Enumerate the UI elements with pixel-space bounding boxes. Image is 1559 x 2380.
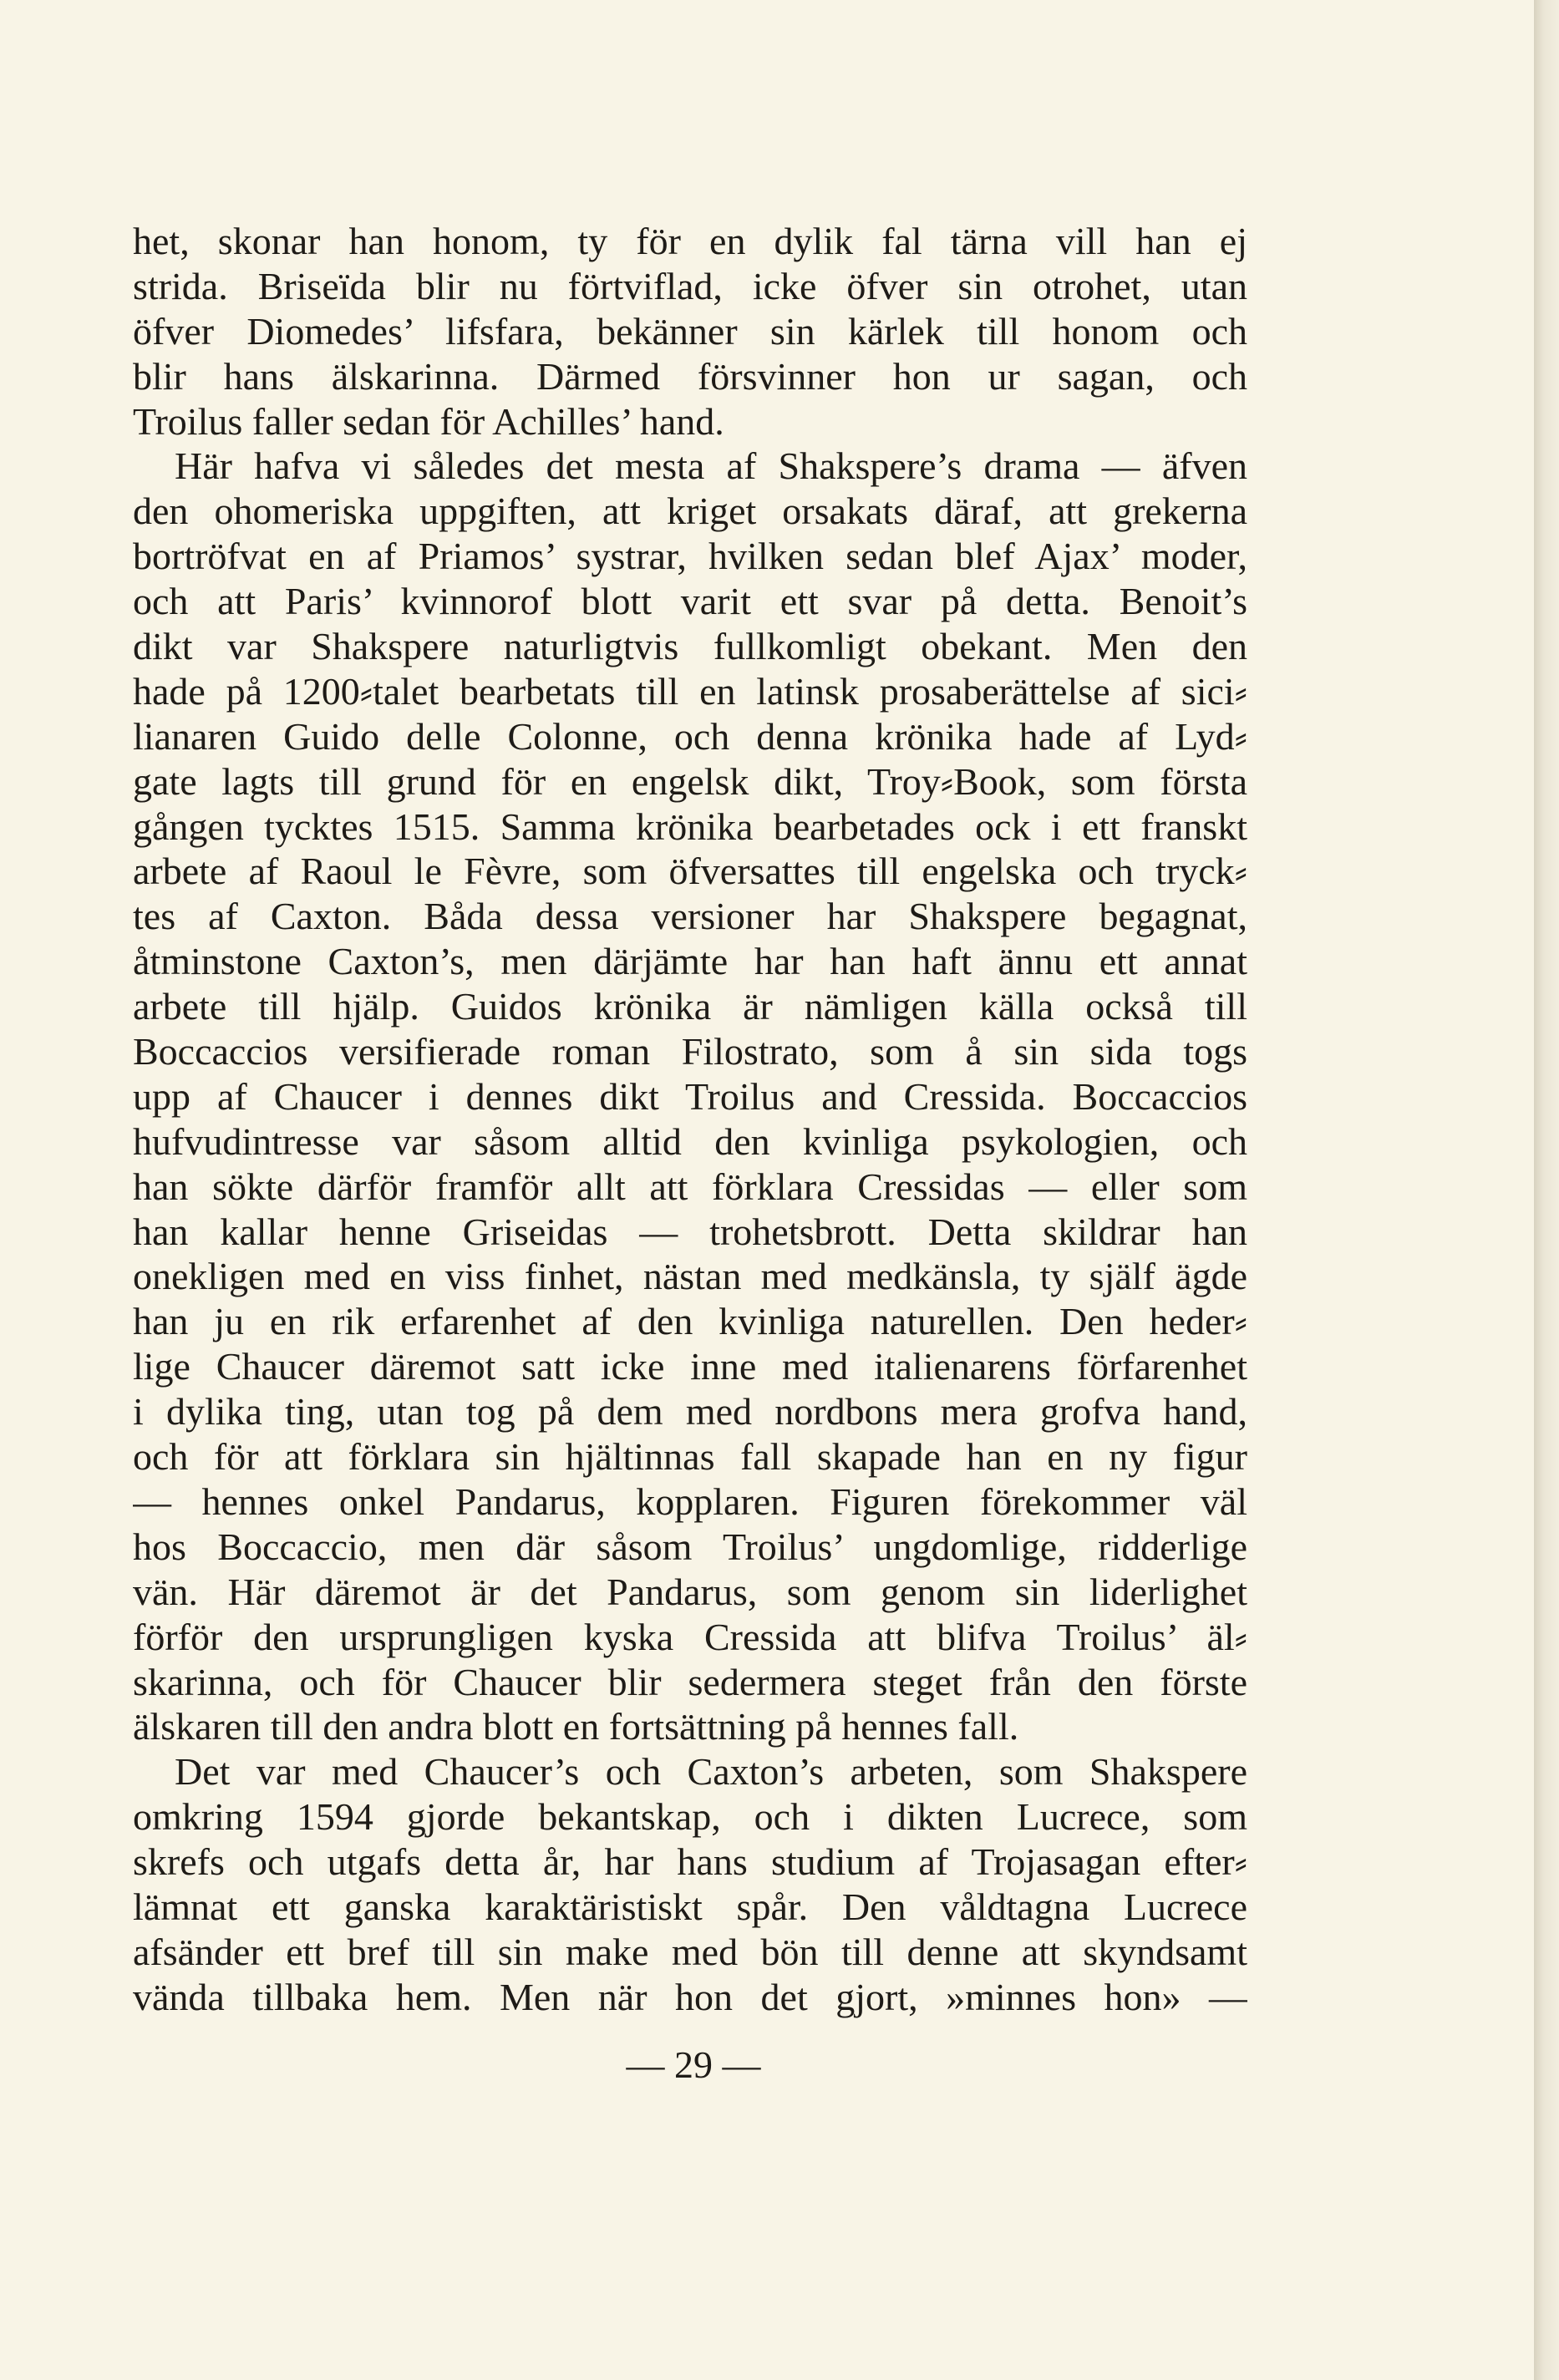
text-line: strida. Briseïda blir nu förtviflad, icke öfver sin otrohet, utan (133, 264, 1247, 307)
text-line: i dylika ting, utan tog på dem med nordbons mera grofva hand, (133, 1390, 1247, 1434)
text-line: hos Boccaccio, men där såsom Troilus’ ungdomlige, ridderlige (133, 1525, 1247, 1568)
text-line: förför den ursprungligen kyska Cressida att blifva Troilus’ äl⸗ (133, 1615, 1247, 1658)
text-line: öfver Diomedes’ lifsfara, bekänner sin kärlek till honom och (133, 309, 1247, 353)
text-line: vända tillbaka hem. Men när hon det gjort, »minnes hon» — (133, 1975, 1247, 2018)
text-line: blir hans älskarinna. Därmed försvinner hon ur sagan, och (133, 354, 1247, 398)
text-line: älskaren till den andra blott en fortsättning på hennes fall. (133, 1705, 1019, 1748)
text-line: vän. Här däremot är det Pandarus, som genom sin liderlighet (133, 1570, 1247, 1613)
text-line: dikt var Shakspere naturligtvis fullkomligt obekant. Men den (133, 625, 1247, 668)
text-line: och för att förklara sin hjältinnas fall skapade han en ny figur (133, 1435, 1247, 1479)
text-line: lige Chaucer däremot satt icke inne med italienarens förfarenhet (133, 1345, 1247, 1388)
text-line: skrefs och utgafs detta år, har hans studium af Trojasagan efter⸗ (133, 1840, 1247, 1884)
text-line: lianaren Guido delle Colonne, och denna krönika hade af Lyd⸗ (133, 714, 1247, 758)
text-line: afsänder ett bref till sin make med bön till denne att skyndsamt (133, 1930, 1247, 1973)
text-line: hade på 1200⸗talet bearbetats till en latinsk prosaberättelse af sici⸗ (133, 669, 1247, 713)
text-line: den ohomeriska uppgiften, att kriget orsakats däraf, att grekerna (133, 490, 1247, 533)
text-line: skarinna, och för Chaucer blir sedermera steget från den förste (133, 1660, 1247, 1703)
text-line: onekligen med en viss finhet, nästan med medkänsla, ty själf ägde (133, 1255, 1247, 1298)
text-line: gången tycktes 1515. Samma krönika bearbetades ock i ett franskt (133, 804, 1247, 848)
text-line: Det var med Chaucer’s och Caxton’s arbeten, som Shakspere (175, 1750, 1247, 1794)
page-edge-shadow (1534, 0, 1559, 2380)
text-line: han kallar henne Griseidas — trohetsbrott. Detta skildrar han (133, 1210, 1247, 1253)
text-line: arbete af Raoul le Fèvre, som öfversattes till engelska och tryck⸗ (133, 850, 1247, 893)
text-line: arbete till hjälp. Guidos krönika är nämligen källa också till (133, 985, 1247, 1028)
text-line: Här hafva vi således det mesta af Shakspere’s drama — äfven (175, 444, 1247, 488)
text-line: hufvudintresse var såsom alltid den kvinliga psykologien, och (133, 1119, 1247, 1163)
text-line: upp af Chaucer i dennes dikt Troilus and Cressida. Boccaccios (133, 1074, 1247, 1118)
text-line: Boccaccios versifierade roman Filostrato, som å sin sida togs (133, 1030, 1247, 1073)
text-line: tes af Caxton. Båda dessa versioner har Shakspere begagnat, (133, 895, 1247, 938)
text-line: gate lagts till grund för en engelsk dikt, Troy⸗Book, som första (133, 759, 1247, 803)
text-line: och att Paris’ kvinnorof blott varit ett svar på detta. Benoit’s (133, 580, 1247, 623)
text-line: han sökte därför framför allt att förklara Cressidas — eller som (133, 1165, 1247, 1208)
text-line: lämnat ett ganska karaktäristiskt spår. Den våldtagna Lucrece (133, 1885, 1247, 1928)
text-line: han ju en rik erfarenhet af den kvinliga naturellen. Den heder⸗ (133, 1300, 1247, 1343)
text-line: Troilus faller sedan för Achilles’ hand. (133, 399, 724, 443)
text-line: — hennes onkel Pandarus, kopplaren. Figuren förekommer väl (133, 1479, 1247, 1523)
page-number: — 29 — (626, 2043, 761, 2086)
body-text (133, 219, 1247, 2020)
text-line: het, skonar han honom, ty för en dylik fal tärna vill han ej (133, 220, 1247, 262)
text-line: omkring 1594 gjorde bekantskap, och i dikten Lucrece, som (133, 1795, 1247, 1839)
text-line: bortröfvat en af Priamos’ systrar, hvilken sedan blef Ajax’ moder, (133, 535, 1247, 578)
text-line: åtminstone Caxton’s, men därjämte har han haft ännu ett annat (133, 940, 1247, 983)
